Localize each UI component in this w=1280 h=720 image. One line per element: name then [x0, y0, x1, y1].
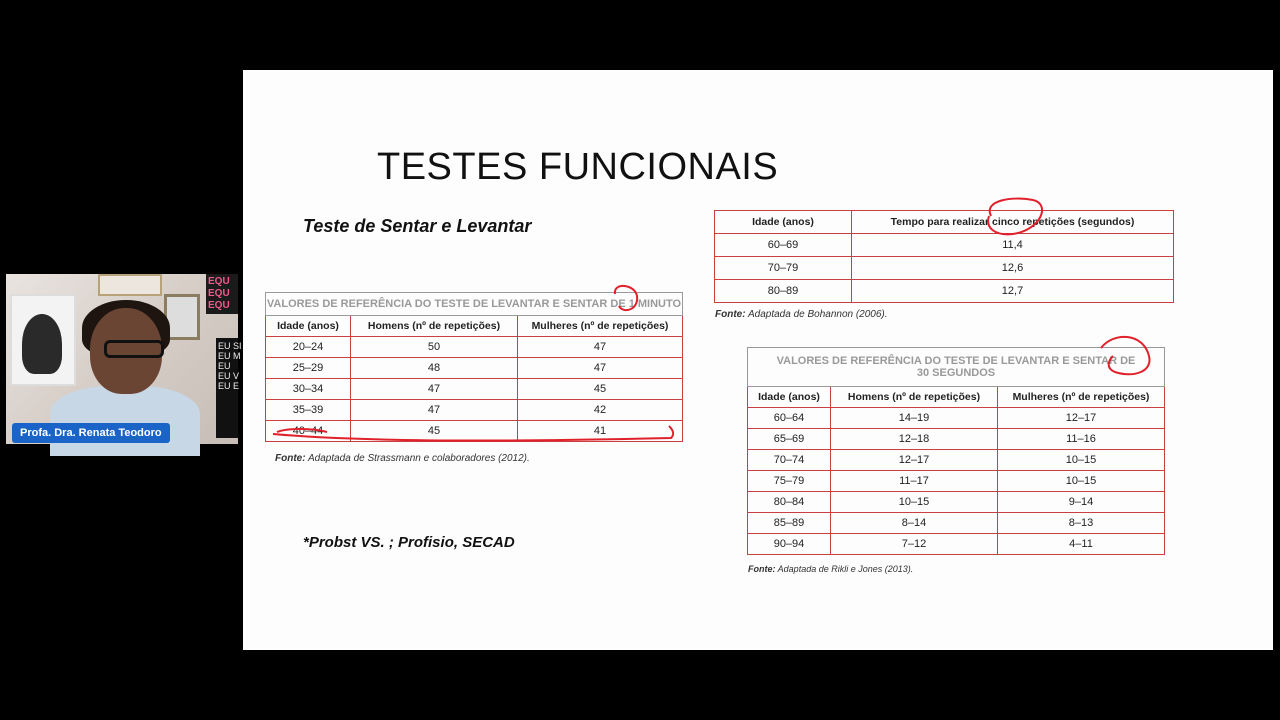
- table-cell: 47: [518, 358, 683, 379]
- table-cell: 11,4: [852, 234, 1174, 257]
- table-cell: 80–89: [715, 280, 852, 303]
- table-cell: 60–64: [748, 408, 831, 429]
- table-cell: 30–34: [266, 379, 351, 400]
- table-row: [266, 379, 683, 400]
- table-row: [748, 513, 1165, 534]
- source-text: Adaptada de Bohannon (2006).: [747, 309, 888, 320]
- table-cell: 41: [518, 421, 683, 442]
- table-caption: VALORES DE REFERÊNCIA DO TESTE DE LEVANTAR E SENTAR DE 1 MINUTO: [266, 293, 683, 316]
- wall-picture-portrait: [10, 294, 76, 386]
- table-cell: 12–17: [998, 408, 1165, 429]
- table-cell: 65–69: [748, 429, 831, 450]
- table-cell: 8–13: [998, 513, 1165, 534]
- table-row: [266, 421, 683, 442]
- table-cell: 70–74: [748, 450, 831, 471]
- table-cell: 42: [518, 400, 683, 421]
- table-header-cell: Idade (anos): [715, 211, 852, 234]
- source-text: Adaptada de Strassmann e colaboradores (2012).: [307, 453, 530, 464]
- wall-picture-frame: [98, 274, 162, 296]
- presentation-slide: [243, 70, 1273, 650]
- table-cell: 9–14: [998, 492, 1165, 513]
- table-row: [748, 450, 1165, 471]
- table-row: [748, 471, 1165, 492]
- table-caption-row: [266, 293, 683, 316]
- slide-subtitle: Teste de Sentar e Levantar: [303, 216, 532, 236]
- table-cell: 12,7: [852, 280, 1174, 303]
- table-row: [748, 429, 1165, 450]
- table-cell: 14–19: [831, 408, 998, 429]
- presenter-name-badge: Profa. Dra. Renata Teodoro: [12, 423, 170, 443]
- table-row: [715, 280, 1174, 303]
- table-cell: 12–18: [831, 429, 998, 450]
- table-one-minute: [265, 292, 683, 442]
- presenter-glasses: [104, 340, 164, 358]
- table-cell: 47: [351, 400, 518, 421]
- source-label: Fonte:: [275, 453, 306, 464]
- table-cell: 12,6: [852, 257, 1174, 280]
- table-cell: 48: [351, 358, 518, 379]
- table-cell: 20–24: [266, 337, 351, 358]
- table-header-cell: Homens (nº de repetições): [831, 387, 998, 408]
- table-row: [748, 534, 1165, 555]
- table-header-cell: Idade (anos): [748, 387, 831, 408]
- table-cell: 90–94: [748, 534, 831, 555]
- table-row: [266, 400, 683, 421]
- table-cell: 75–79: [748, 471, 831, 492]
- table-cell: 35–39: [266, 400, 351, 421]
- portrait-silhouette: [22, 314, 62, 374]
- table-row: [748, 408, 1165, 429]
- table-header-cell: Idade (anos): [266, 316, 351, 337]
- table-header-cell: Mulheres (nº de repetições): [998, 387, 1165, 408]
- presenter-body: [50, 386, 200, 456]
- table-cell: 80–84: [748, 492, 831, 513]
- table-cell: 50: [351, 337, 518, 358]
- table-source-note: [275, 453, 530, 464]
- table-row: [715, 257, 1174, 280]
- source-label: Fonte:: [715, 309, 746, 320]
- table-caption-row: [748, 348, 1165, 387]
- table-five-repetitions: [714, 210, 1174, 303]
- table-cell: 45: [351, 421, 518, 442]
- table-header-cell: Homens (nº de repetições): [351, 316, 518, 337]
- source-text: Adaptada de Rikli e Jones (2013).: [777, 564, 914, 574]
- table-cell: 45: [518, 379, 683, 400]
- table-cell: 40–44: [266, 421, 351, 442]
- table-cell: 47: [351, 379, 518, 400]
- table-row: [266, 358, 683, 379]
- table-cell: 25–29: [266, 358, 351, 379]
- table-header-row: [715, 211, 1174, 234]
- table-cell: 11–16: [998, 429, 1165, 450]
- table-caption: VALORES DE REFERÊNCIA DO TESTE DE LEVANTAR E SENTAR DE 30 SEGUNDOS: [748, 348, 1165, 387]
- table-cell: 47: [518, 337, 683, 358]
- table-header-row: [266, 316, 683, 337]
- slide-title: TESTES FUNCIONAIS: [377, 146, 779, 188]
- table-cell: 7–12: [831, 534, 998, 555]
- presenter-video: [6, 274, 242, 444]
- wall-poster: EQU EQU EQU: [206, 274, 238, 314]
- source-label: Fonte:: [748, 564, 776, 574]
- table-source-note: [715, 309, 888, 320]
- table-cell: 70–79: [715, 257, 852, 280]
- table-cell: 8–14: [831, 513, 998, 534]
- slide-reference: *Probst VS. ; Profisio, SECAD: [303, 534, 515, 551]
- table-thirty-seconds: [747, 347, 1165, 555]
- table-cell: 12–17: [831, 450, 998, 471]
- table-source-note: [748, 564, 913, 574]
- table-cell: 85–89: [748, 513, 831, 534]
- table-header-cell: Tempo para realizar cinco repetições (segundos): [852, 211, 1174, 234]
- table-cell: 60–69: [715, 234, 852, 257]
- table-cell: 11–17: [831, 471, 998, 492]
- table-cell: 10–15: [831, 492, 998, 513]
- wall-poster-dark: EU SI EU M EU EU V EU E: [216, 338, 238, 438]
- table-header-cell: Mulheres (nº de repetições): [518, 316, 683, 337]
- table-row: [715, 234, 1174, 257]
- table-cell: 4–11: [998, 534, 1165, 555]
- table-header-row: [748, 387, 1165, 408]
- table-cell: 10–15: [998, 471, 1165, 492]
- table-row: [266, 337, 683, 358]
- table-cell: 10–15: [998, 450, 1165, 471]
- table-row: [748, 492, 1165, 513]
